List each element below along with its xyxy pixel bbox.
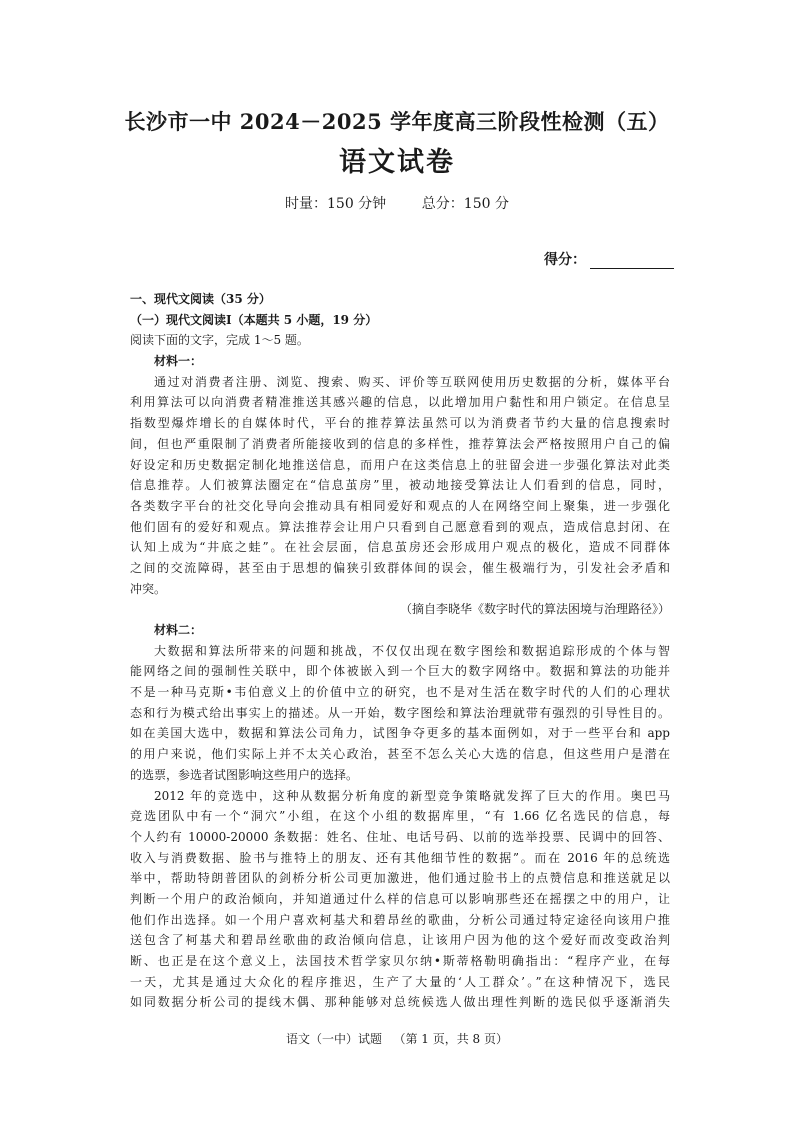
paragraph-line: 的用户来说，他们实际上并不太关心政治，甚至不怎么关心大选的信息，但这些用户是潜在: [130, 747, 670, 762]
paragraph-line: 指数型爆炸增长的自媒体时代，平台的推荐算法虽然可以为消费者节约大量的信息搜索时: [130, 416, 670, 431]
paragraph-line: 的选票，参选者试图影响这些用户的选择。: [130, 767, 359, 782]
exam-subject-title: 语文试卷: [339, 147, 455, 178]
paragraph-line: 一天，尤其是通过大众化的程序推迟，生产了大量的‘人工群众’。”在这种情况下，选民: [130, 974, 670, 989]
paragraph-line: 大数据和算法所带来的问题和挑战，不仅仅出现在数字图绘和数据追踪形成的个体与智: [154, 643, 670, 658]
score-label: 得分：: [544, 252, 586, 268]
paragraph-line: 通过对消费者注册、浏览、搜索、购买、评价等互联网使用历史数据的分析，媒体平台: [154, 374, 670, 389]
paragraph-line: 送包含了柯基犬和碧昂丝歌曲的政治倾向信息，让该用户因为他的这个爱好而改变政治判: [130, 933, 670, 948]
paragraph-line: 断、也正是在这个意义上，法国技术哲学家贝尔纳•斯蒂格勒明确指出：“程序产业，在每: [130, 954, 670, 968]
reading-instruction: 阅读下面的文字，完成 1～5 题。: [130, 333, 309, 348]
paragraph-line: 他们固有的爱好和观点。算法推荐会让用户只看到自己愿意看到的观点，造成信息封闭、在: [130, 519, 670, 534]
material-2-paragraph-1: [130, 641, 670, 786]
paragraph-line: 信息推荐。人们被算法圈定在“信息茧房”里，被动地接受算法让人们看到的信息，同时，: [130, 478, 670, 493]
paragraph-line: 之间的交流障碍，甚至由于思想的偏狭引致群体间的误会，催生极端行为，引发社会矛盾和: [130, 560, 670, 575]
exam-body: [130, 289, 670, 1013]
score-blank-line: [590, 252, 674, 269]
paragraph-line: 个人约有 10000-20000 条数据：姓名、住址、电话号码、以前的选举投票、民调中的回答、: [130, 829, 670, 844]
paragraph-line: 举中，帮助特朗普团队的剑桥分析公司更加激进，他们通过脸书上的点赞信息和推送就足以: [130, 871, 670, 886]
material-1-label: 材料一：: [154, 354, 203, 369]
material-1-source: （摘自李晓华《数字时代的算法困境与治理路径》）: [399, 602, 670, 617]
page-footer: 语文（一中）试题 （第 1 页，共 8 页）: [286, 1032, 508, 1046]
paragraph-line: 他们作出选择。如一个用户喜欢柯基犬和碧昂丝的歌曲，分析公司通过特定途径向该用户推: [130, 912, 670, 927]
exam-time-and-total-score: 时量：150 分钟 总分：150 分: [285, 196, 509, 212]
paragraph-line: 如同数据分析公司的提线木偶、那种能够对总统候选人做出理性判断的选民似乎逐渐消失: [130, 995, 670, 1010]
paragraph-line: 如在美国大选中，数据和算法公司角力，试图争夺更多的基本面例如，对于一些平台和 app: [130, 726, 670, 741]
material-2-label: 材料二：: [154, 623, 203, 637]
material-1-paragraph: [130, 372, 670, 600]
paragraph-line: 各类数字平台的社交化导向会推动具有相同爱好和观点的人在网络空间上聚集，进一步强化: [130, 498, 670, 513]
paragraph-line: 竞选团队中有一个“洞穴”小组，在这个小组的数据库里，“有 1.66 亿名选民的信息，每: [130, 809, 670, 824]
paragraph-line: 利用算法可以向消费者精准推送其感兴趣的信息，以此增加用户黏性和用户锁定。在信息呈: [130, 395, 670, 410]
paragraph-line: 2012 年的竞选中，这种从数据分析角度的新型竞争策略就发挥了巨大的作用。奥巴马: [154, 788, 670, 803]
paragraph-line: 间，但也严重限制了消费者所能接收到的信息的多样性，推荐算法会严格按照用户自己的偏: [130, 436, 670, 451]
part-heading: （一）现代文阅读Ⅰ（本题共 5 小题，19 分）: [130, 312, 378, 327]
score-field: [544, 249, 674, 269]
paragraph-line: 判断一个用户的政治倾向，并知道通过什么样的信息可以影响那些还在摇摆之中的用户，让: [130, 891, 670, 906]
paragraph-line: 不是一种马克斯•韦伯意义上的价值中立的研究，也不是对生活在数字时代的人们的心理状: [130, 685, 670, 700]
paragraph-line: 态和行为模式给出事实上的描述。从一开始，数字图绘和算法治理就带有强烈的引导性目的。: [130, 705, 670, 720]
section-heading: 一、现代文阅读（35 分）: [130, 292, 271, 306]
material-2-paragraph-2: [130, 786, 670, 1014]
paragraph-line: 能网络之间的强制性关联中，即个体被嵌入到一个巨大的数字网络中。数据和算法的功能并: [130, 664, 670, 679]
paragraph-line: 认知上成为“井底之蛙”。在社会层面，信息茧房还会形成用户观点的极化，造成不同群体: [130, 540, 670, 555]
exam-title: 长沙市一中 2024－2025 学年度高三阶段性检测（五）: [124, 109, 670, 134]
paragraph-line: 冲突。: [130, 581, 167, 596]
paragraph-line: 好设定和历史数据定制化地推送信息，而用户在这类信息上的驻留会进一步强化算法对此类: [130, 457, 670, 472]
paragraph-line: 收入与消费数据、脸书与推特上的朋友、还有其他细节性的数据”。而在 2016 年的总统选: [130, 850, 670, 865]
